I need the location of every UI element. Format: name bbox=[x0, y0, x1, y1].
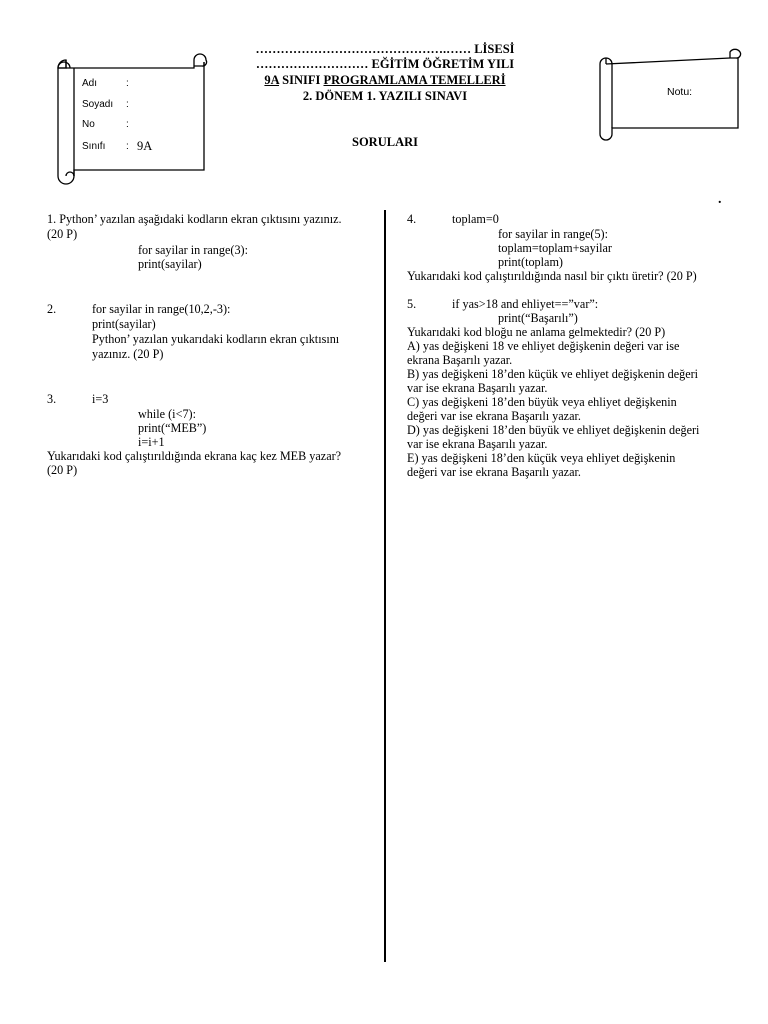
q2-code-line: print(sayilar) bbox=[92, 317, 156, 331]
q3-code-line: print(“MEB”) bbox=[138, 421, 207, 435]
grade-label: Notu: bbox=[667, 86, 693, 98]
student-info-scroll bbox=[44, 48, 208, 188]
q2-text: Python’ yazılan yukarıdaki kodların ekran çıktısını bbox=[92, 332, 340, 346]
q3-code-line: while (i<7): bbox=[138, 407, 196, 421]
q3-code-line: i=i+1 bbox=[138, 435, 165, 449]
q5-option-line: değeri var ise ekrana Başarılı yazar. bbox=[407, 409, 581, 423]
field-name-sep: : bbox=[126, 78, 129, 89]
column-divider bbox=[384, 210, 386, 962]
page-title: SORULARI bbox=[352, 135, 418, 149]
q5-option-line: A) yas değişkeni 18 ve ehliyet değişkenin değeri var ise bbox=[407, 339, 680, 353]
q3-number: 3. bbox=[47, 392, 57, 406]
year-dots: ……………………… bbox=[255, 57, 369, 71]
q2-code-line: for sayilar in range(10,2,-3): bbox=[92, 302, 231, 316]
course-line bbox=[180, 73, 590, 88]
q4-code-line: toplam=0 bbox=[452, 212, 499, 226]
q5-option-line: ekrana Başarılı yazar. bbox=[407, 353, 513, 367]
q4-text: Yukarıdaki kod çalıştırıldığında nasıl bir çıktı üretir? (20 P) bbox=[407, 269, 697, 283]
q5-number: 5. bbox=[407, 297, 417, 311]
q1-code-line: print(sayilar) bbox=[138, 257, 202, 271]
q3-text: Yukarıdaki kod çalıştırıldığında ekrana kaç kez MEB yazar? bbox=[47, 449, 342, 463]
field-class-value: 9A bbox=[137, 139, 153, 153]
q5-code-line: print(“Başarılı”) bbox=[498, 311, 578, 325]
q3-points: (20 P) bbox=[47, 463, 78, 477]
q4-code-line: print(toplam) bbox=[498, 255, 563, 269]
field-number-sep: : bbox=[126, 119, 129, 130]
q5-text: Yukarıdaki kod bloğu ne anlama gelmektedir? (20 P) bbox=[407, 325, 666, 339]
q5-option-line: var ise ekrana Başarılı yazar. bbox=[407, 381, 548, 395]
field-surname-sep: : bbox=[126, 99, 129, 110]
exam-title: 2. DÖNEM 1. YAZILI SINAVI bbox=[302, 89, 468, 103]
q4-code-line: toplam=toplam+sayilar bbox=[498, 241, 612, 255]
q5-option-line: E) yas değişkeni 18’den küçük veya ehliyet değişkenin bbox=[407, 451, 676, 465]
field-surname-label: Soyadı bbox=[82, 99, 114, 110]
q5-option-line: C) yas değişkeni 18’den büyük veya ehliyet değişkenin bbox=[407, 395, 677, 409]
q5-code-line: if yas>18 and ehliyet==”var”: bbox=[452, 297, 599, 311]
class-name: 9A bbox=[264, 73, 280, 87]
q3-code-line: i=3 bbox=[92, 392, 109, 406]
q1-text: 1. Python’ yazılan aşağıdaki kodların ekran çıktısını yazınız. bbox=[47, 212, 342, 226]
year-label: EĞİTİM ÖĞRETİM YILI bbox=[368, 57, 515, 71]
class-label: SINIFI bbox=[279, 73, 324, 87]
q1-code-line: for sayilar in range(3): bbox=[138, 243, 248, 257]
q2-text: yazınız. (20 P) bbox=[92, 347, 164, 361]
q4-code-line: for sayilar in range(5): bbox=[498, 227, 608, 241]
field-class-label: Sınıfı bbox=[82, 141, 106, 152]
field-name-label: Adı bbox=[82, 78, 98, 89]
q5-option-line: değeri var ise ekrana Başarılı yazar. bbox=[407, 465, 581, 479]
field-class-sep: : bbox=[126, 141, 129, 152]
stray-dot: . bbox=[718, 192, 722, 207]
q5-option-line: D) yas değişkeni 18’den büyük ve ehliyet değişkenin değeri bbox=[407, 423, 700, 437]
q4-number: 4. bbox=[407, 212, 417, 226]
course-name: PROGRAMLAMA TEMELLERİ bbox=[323, 73, 506, 87]
q5-option-line: B) yas değişkeni 18’den küçük ve ehliyet değişkenin değeri bbox=[407, 367, 699, 381]
q1-points: (20 P) bbox=[47, 227, 78, 241]
field-number-label: No bbox=[82, 119, 95, 130]
q2-number: 2. bbox=[47, 302, 57, 316]
academic-year-line bbox=[180, 57, 590, 72]
q5-option-line: var ise ekrana Başarılı yazar. bbox=[407, 437, 548, 451]
school-name-line: ……………………………………….…… LİSESİ bbox=[255, 42, 515, 56]
